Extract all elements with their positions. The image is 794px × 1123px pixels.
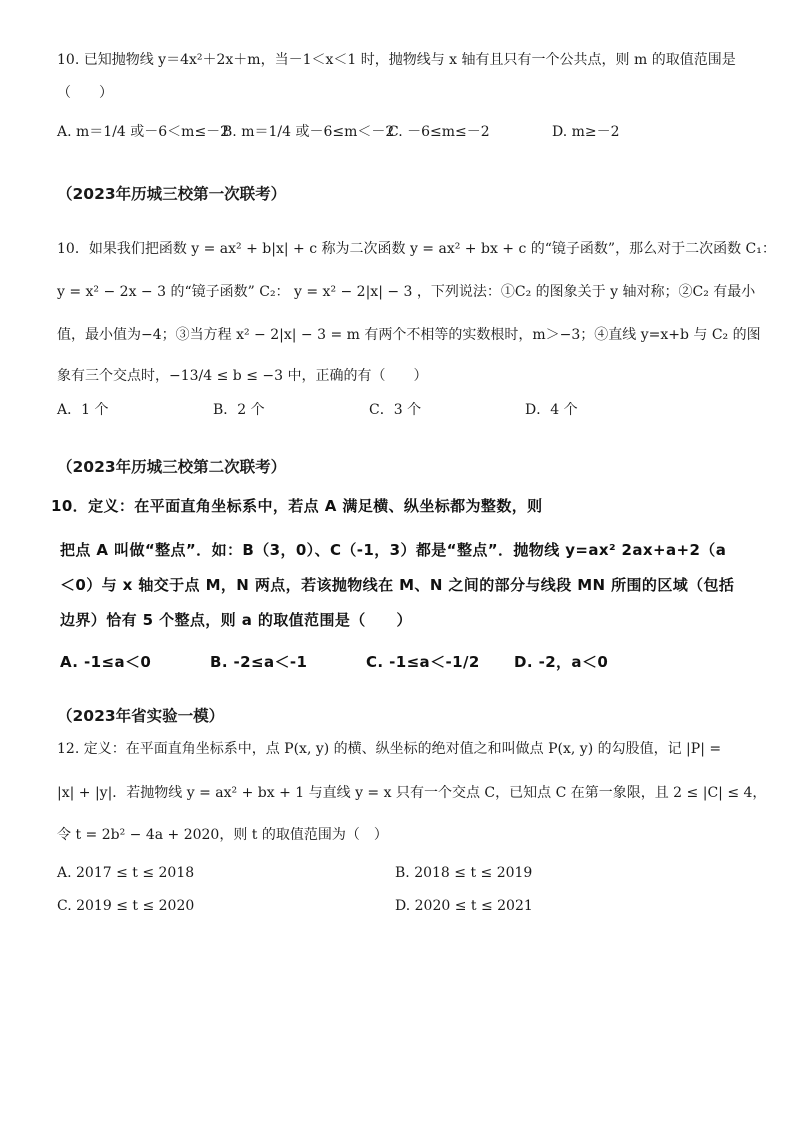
q4-option-a: A. 2017 ≤ t ≤ 2018 xyxy=(57,865,195,881)
q1-option-d: D. m≥－2 xyxy=(552,124,620,140)
q1-stem-line2: （ ） xyxy=(57,85,113,101)
q3-stem-line3: ＜0）与 x 轴交于点 M，N 两点，若该抛物线在 M、N 之间的部分与线段 MN 所围的区域（包括 xyxy=(60,576,735,594)
q1-stem-line1: 10. 已知抛物线 y＝4x²＋2x＋m，当－1＜x＜1 时，抛物线与 x 轴有且只有一个公共点，则 m 的取值范围是 xyxy=(57,52,736,68)
q1-option-c: C. －6≤m≤－2 xyxy=(388,124,490,140)
q2-option-a: A．1 个 xyxy=(57,402,109,418)
q4-stem-line1: 12. 定义：在平面直角坐标系中，点 P(x, y) 的横、纵坐标的绝对值之和叫做点 P(x, y) 的勾股值，记 |P| = xyxy=(57,741,722,757)
q4-option-b: B. 2018 ≤ t ≤ 2019 xyxy=(395,865,533,881)
q1-option-a: A. m＝1/4 或－6＜m≤－2 xyxy=(57,124,230,140)
q2-stem-line2: y = x² − 2x − 3 的“镜子函数” C₂： y = x² − 2|x| − 3 ，下列说法：①C₂ 的图象关于 y 轴对称；②C₂ 有最小 xyxy=(57,284,756,300)
q2-option-b: B．2 个 xyxy=(213,402,265,418)
q3-stem-line4: 边界）恰有 5 个整点，则 a 的取值范围是（ ） xyxy=(60,611,412,629)
q3-option-c: C. -1≤a＜-1/2 xyxy=(366,653,480,671)
section-title-2: （2023年历城三校第一次联考） xyxy=(57,185,287,203)
section-title-3: （2023年历城三校第二次联考） xyxy=(57,458,287,476)
q4-option-c: C. 2019 ≤ t ≤ 2020 xyxy=(57,898,195,914)
q4-stem-line3: 令 t = 2b² − 4a + 2020，则 t 的取值范围为（ ） xyxy=(57,827,388,843)
q2-stem-line1: 10．如果我们把函数 y = ax² + b|x| + c 称为二次函数 y = ax² + bx + c 的“镜子函数”，那么对于二次函数 C₁： xyxy=(57,241,776,257)
q4-stem-line2: |x| + |y|．若抛物线 y = ax² + bx + 1 与直线 y = x 只有一个交点 C，已知点 C 在第一象限，且 2 ≤ |C| ≤ 4， xyxy=(57,785,767,801)
q2-stem-line3: 值，最小值为−4；③当方程 x² − 2|x| − 3 = m 有两个不相等的实数根时，m＞−3；④直线 y=x+b 与 C₂ 的图 xyxy=(57,327,761,343)
q2-option-d: D．4 个 xyxy=(525,402,578,418)
q1-option-b: B. m＝1/4 或－6≤m＜－2 xyxy=(222,124,395,140)
q3-option-b: B. -2≤a＜-1 xyxy=(210,653,308,671)
q3-stem-line1: 10．定义：在平面直角坐标系中，若点 A 满足横、纵坐标都为整数，则 xyxy=(51,497,543,515)
q4-option-d: D. 2020 ≤ t ≤ 2021 xyxy=(395,898,533,914)
q3-stem-line2: 把点 A 叫做“整点”．如：B（3，0）、C（-1，3）都是“整点”．抛物线 y=ax² 2ax+a+2（a xyxy=(60,541,727,559)
q3-option-d: D. -2，a＜0 xyxy=(514,653,609,671)
q3-option-a: A. -1≤a＜0 xyxy=(60,653,152,671)
section-title-4: （2023年省实验一模） xyxy=(57,707,225,725)
q2-option-c: C．3 个 xyxy=(369,402,422,418)
q2-stem-line4: 象有三个交点时，−13/4 ≤ b ≤ −3 中，正确的有（ ） xyxy=(57,368,428,384)
